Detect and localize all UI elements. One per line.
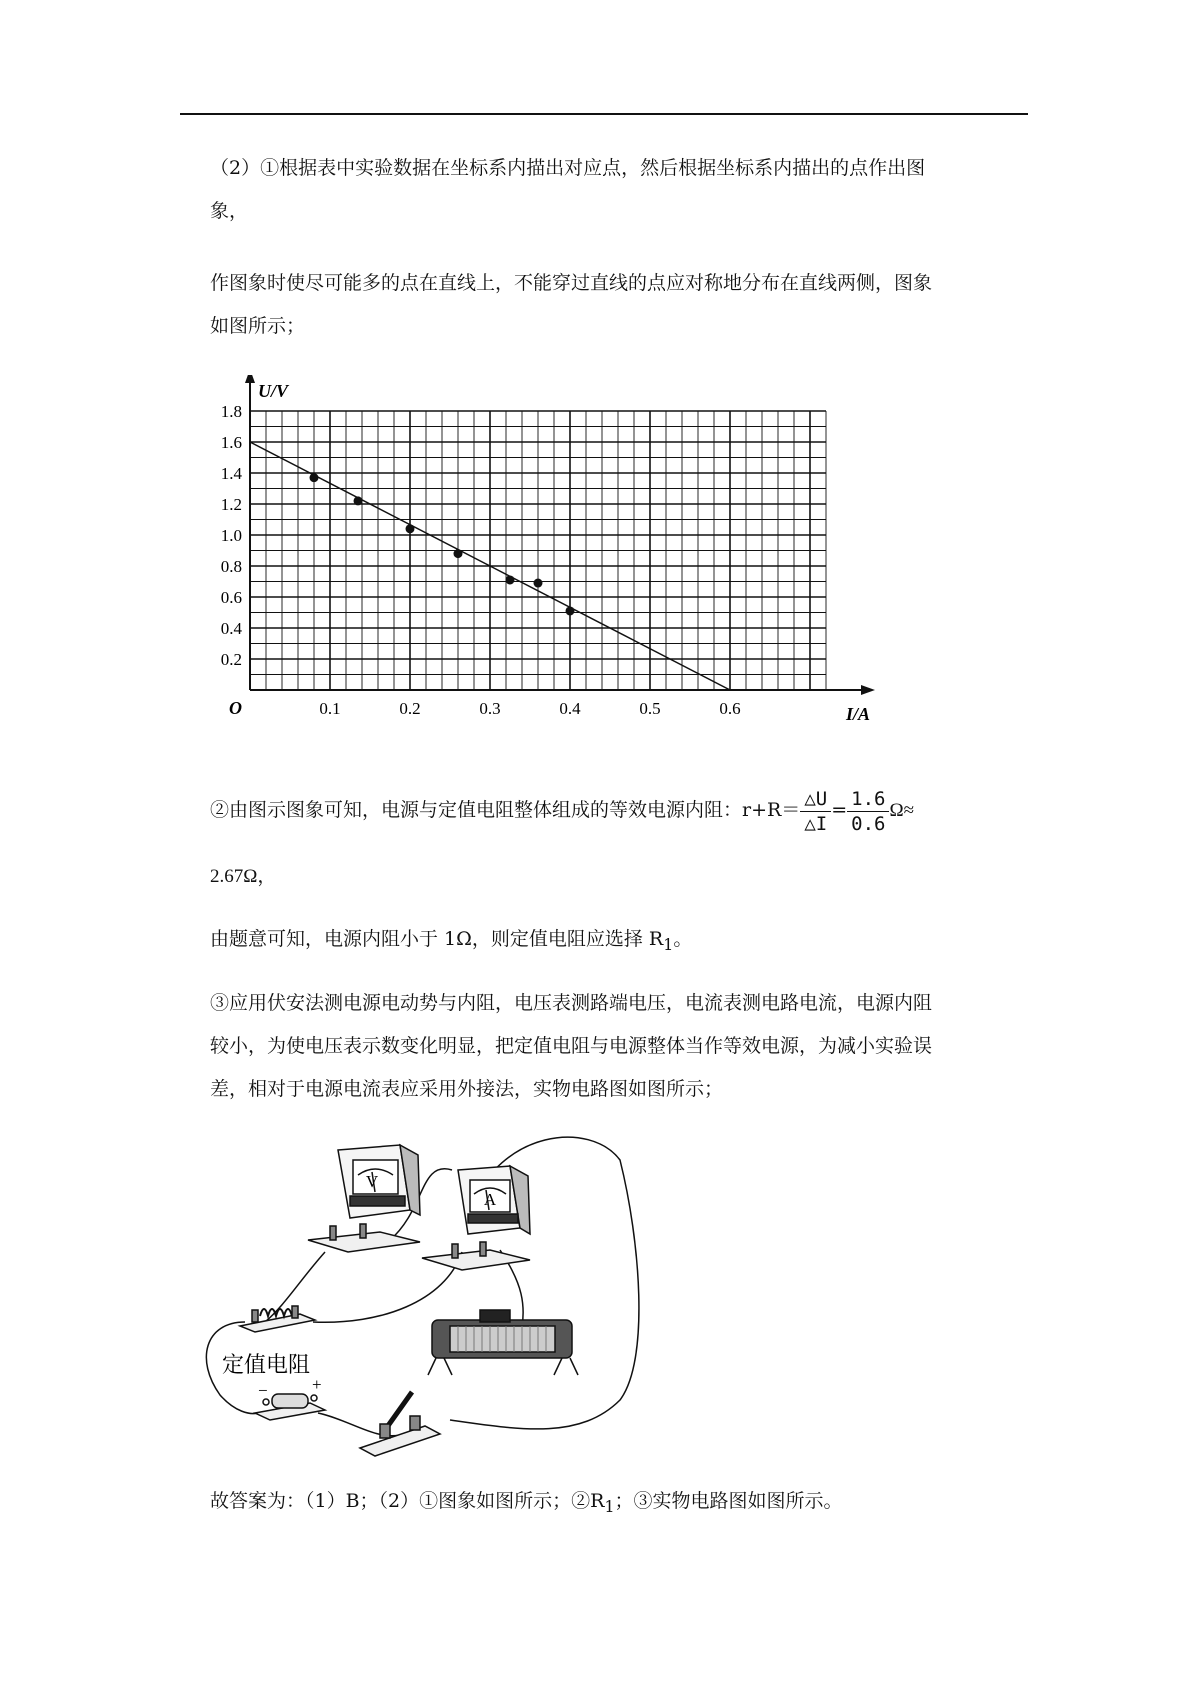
paragraph-2-line2: 如图所示；: [210, 315, 306, 337]
y-tick-label: 1.0: [220, 526, 242, 545]
paragraph-1: [210, 147, 1025, 233]
rheostat: [428, 1310, 578, 1375]
paragraph-4: [210, 918, 1025, 966]
origin-label: O: [229, 698, 242, 718]
ammeter-label: A: [483, 1190, 497, 1209]
x-tick-label: 0.6: [719, 699, 741, 718]
voltmeter-label: V: [365, 1172, 379, 1191]
paragraph-1-line1: （2）①根据表中实验数据在坐标系内描出对应点，然后根据坐标系内描出的点作出图: [210, 157, 926, 179]
x-axis-arrow: [861, 685, 875, 695]
paragraph-3: [210, 785, 1025, 836]
data-point: [534, 579, 543, 588]
paragraph-3-pre: ②由图示图象可知，电源与定值电阻整体组成的等效电源内阻：r+R＝: [210, 799, 801, 821]
paragraph-5-line1: ③应用伏安法测电源电动势与内阻，电压表测路端电压，电流表测电路电流，电源内阻: [210, 992, 933, 1014]
fraction-delta: [800, 787, 831, 836]
resistor-caption: 定值电阻: [222, 1353, 311, 1378]
paragraph-2-line1: 作图象时使尽可能多的点在直线上，不能穿过直线的点应对称地分布在直线两侧，图象: [210, 272, 933, 294]
data-point: [354, 496, 363, 505]
paragraph-6-pre: 故答案为：（1）B；（2）①图象如图所示；②R: [210, 1490, 605, 1512]
paragraph-6-sub: 1: [604, 1496, 615, 1516]
fraction-delta-denominator: △I: [804, 812, 828, 835]
x-tick-label: 0.4: [559, 699, 581, 718]
header-rule: [180, 113, 1028, 115]
fraction-values-numerator: 1.6: [847, 787, 889, 812]
data-point: [310, 473, 319, 482]
y-tick-label: 0.4: [220, 619, 242, 638]
paragraph-3-equals: =: [831, 799, 848, 821]
data-point: [566, 606, 575, 615]
y-tick-label: 1.2: [220, 495, 242, 514]
paragraph-3-post: Ω≈: [889, 800, 915, 821]
ammeter: [422, 1166, 530, 1270]
fixed-resistor: [240, 1306, 315, 1332]
paragraph-2: [210, 262, 1025, 348]
x-tick-label: 0.3: [479, 699, 501, 718]
paragraph-4-pre: 由题意可知，电源内阻小于 1Ω，则定值电阻应选择 R: [210, 928, 664, 950]
paragraph-5: [210, 982, 1025, 1111]
x-tick-label: 0.5: [639, 699, 661, 718]
y-tick-label: 1.6: [220, 433, 242, 452]
x-tick-label: 0.2: [399, 699, 421, 718]
data-point: [506, 575, 515, 584]
circuit-diagram: [200, 1130, 690, 1460]
y-tick-label: 0.6: [220, 588, 242, 607]
paragraph-6-post: ；③实物电路图如图所示。: [614, 1490, 843, 1512]
paragraph-6: [210, 1480, 1025, 1528]
battery-plus: +: [312, 1375, 322, 1394]
y-axis-label: U/V: [258, 381, 289, 401]
paragraph-4-sub: 1: [663, 934, 674, 954]
switch: [360, 1392, 440, 1456]
paragraph-1-line2: 象，: [210, 200, 249, 222]
paragraph-4-post: 。: [673, 928, 693, 950]
fraction-values-denominator: 0.6: [851, 812, 886, 835]
fraction-delta-numerator: △U: [800, 787, 831, 812]
x-axis-label: I/A: [846, 704, 871, 724]
y-tick-label: 1.4: [220, 464, 242, 483]
y-axis-arrow: [245, 375, 255, 383]
paragraph-3-line2: 2.67Ω，: [210, 866, 277, 887]
paragraph-5-line3: 差，相对于电源电流表应采用外接法，实物电路图如图所示；: [210, 1078, 724, 1100]
data-point: [406, 524, 415, 533]
y-tick-label: 0.2: [220, 650, 242, 669]
battery-minus: −: [258, 1381, 268, 1400]
y-tick-label: 1.8: [220, 402, 242, 421]
y-tick-label: 0.8: [220, 557, 242, 576]
x-tick-label: 0.1: [319, 699, 341, 718]
fraction-values: [847, 787, 889, 836]
data-point: [454, 549, 463, 558]
voltmeter: [308, 1145, 420, 1252]
u-i-chart: [200, 375, 880, 765]
paragraph-5-line2: 较小，为使电压表示数变化明显，把定值电阻与电源整体当作等效电源，为减小实验误: [210, 1035, 933, 1057]
